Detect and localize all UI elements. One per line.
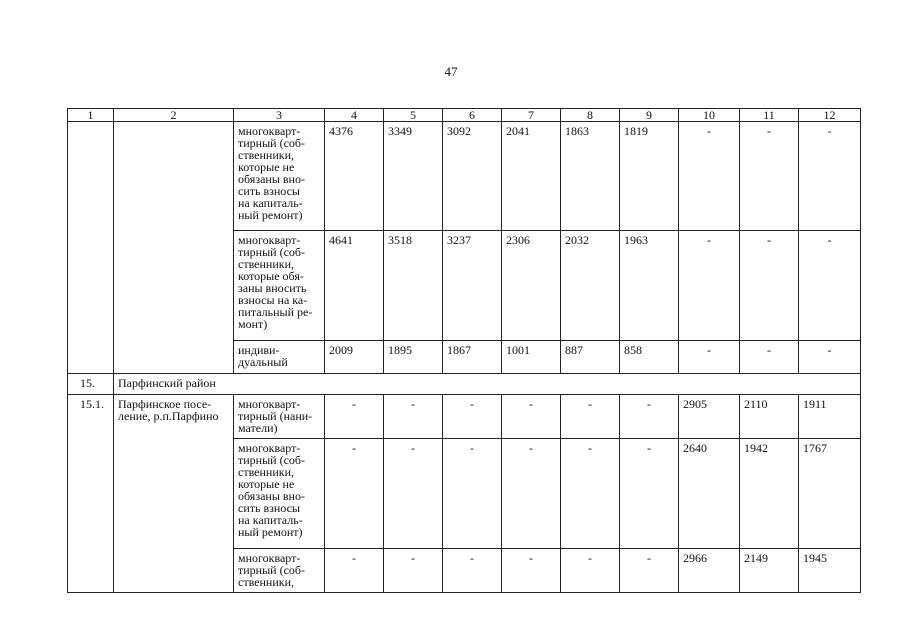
value-cell: 2306 — [502, 231, 561, 341]
page-number: 47 — [444, 64, 458, 79]
header-cell: 12 — [799, 109, 861, 122]
section-title: Парфинский район — [114, 374, 861, 395]
header-cell: 9 — [620, 109, 679, 122]
value-cell: 3237 — [443, 231, 502, 341]
value-cell: - — [679, 341, 740, 374]
settlement-cell — [114, 122, 234, 374]
value-cell: 3092 — [443, 122, 502, 231]
value-cell: 2149 — [740, 549, 799, 593]
header-cell: 6 — [443, 109, 502, 122]
header-cell: 7 — [502, 109, 561, 122]
header-cell: 5 — [384, 109, 443, 122]
header-cell: 11 — [740, 109, 799, 122]
value-cell: 2110 — [740, 395, 799, 439]
value-cell: 1911 — [799, 395, 861, 439]
housing-type-cell: многокварт- тирный (соб- ственники, которые не обязаны вно- сить взносы на капиталь- ный ремонт) — [234, 439, 325, 549]
value-cell: - — [561, 439, 620, 549]
value-cell: - — [799, 231, 861, 341]
settlement-name: Парфинское посе- ление, р.п.Парфино — [114, 395, 234, 593]
value-cell: - — [502, 439, 561, 549]
value-cell: 1945 — [799, 549, 861, 593]
value-cell: - — [740, 341, 799, 374]
value-cell: 1942 — [740, 439, 799, 549]
header-cell: 2 — [114, 109, 234, 122]
subsection-number: 15.1. — [68, 395, 114, 593]
table-row — [68, 395, 861, 439]
value-cell: - — [799, 341, 861, 374]
housing-type-cell: многокварт- тирный (нани- матели) — [234, 395, 325, 439]
value-cell: - — [740, 231, 799, 341]
value-cell: - — [325, 395, 384, 439]
value-cell: - — [502, 549, 561, 593]
value-cell: 1863 — [561, 122, 620, 231]
value-cell: 2905 — [679, 395, 740, 439]
value-cell: - — [620, 549, 679, 593]
housing-type-cell: индиви- дуальный — [234, 341, 325, 374]
value-cell: - — [620, 395, 679, 439]
tariff-table — [67, 108, 861, 593]
section-row — [68, 374, 861, 395]
value-cell: - — [384, 439, 443, 549]
header-cell: 3 — [234, 109, 325, 122]
value-cell: - — [561, 395, 620, 439]
value-cell: 3349 — [384, 122, 443, 231]
value-cell: 887 — [561, 341, 620, 374]
value-cell: 2041 — [502, 122, 561, 231]
value-cell: 2009 — [325, 341, 384, 374]
value-cell: 1819 — [620, 122, 679, 231]
value-cell: - — [679, 122, 740, 231]
value-cell: 1895 — [384, 341, 443, 374]
housing-type-cell: многокварт- тирный (соб- ственники, которые не обязаны вно- сить взносы на капиталь- ный ремонт) — [234, 122, 325, 231]
value-cell: - — [443, 395, 502, 439]
value-cell: - — [384, 395, 443, 439]
section-number: 15. — [68, 374, 114, 395]
value-cell: 1963 — [620, 231, 679, 341]
value-cell: 2966 — [679, 549, 740, 593]
value-cell: 1001 — [502, 341, 561, 374]
value-cell: - — [679, 231, 740, 341]
value-cell: 2640 — [679, 439, 740, 549]
value-cell: 1867 — [443, 341, 502, 374]
header-cell: 8 — [561, 109, 620, 122]
value-cell: - — [443, 549, 502, 593]
housing-type-cell: многокварт- тирный (соб- ственники, — [234, 549, 325, 593]
row-number-cell — [68, 122, 114, 374]
value-cell: 858 — [620, 341, 679, 374]
header-cell: 4 — [325, 109, 384, 122]
header-cell: 10 — [679, 109, 740, 122]
value-cell: - — [443, 439, 502, 549]
value-cell: - — [799, 122, 861, 231]
value-cell: 1767 — [799, 439, 861, 549]
value-cell: - — [740, 122, 799, 231]
value-cell: - — [620, 439, 679, 549]
value-cell: - — [561, 549, 620, 593]
value-cell: 3518 — [384, 231, 443, 341]
header-cell: 1 — [68, 109, 114, 122]
housing-type-cell: многокварт- тирный (соб- ственники, которые обя- заны вносить взносы на ка- питальный ре- монт) — [234, 231, 325, 341]
table-body — [68, 109, 861, 593]
value-cell: - — [325, 549, 384, 593]
value-cell: 2032 — [561, 231, 620, 341]
value-cell: 4376 — [325, 122, 384, 231]
value-cell: 4641 — [325, 231, 384, 341]
header-row — [68, 109, 861, 122]
table-row — [68, 122, 861, 231]
value-cell: - — [325, 439, 384, 549]
value-cell: - — [384, 549, 443, 593]
value-cell: - — [502, 395, 561, 439]
